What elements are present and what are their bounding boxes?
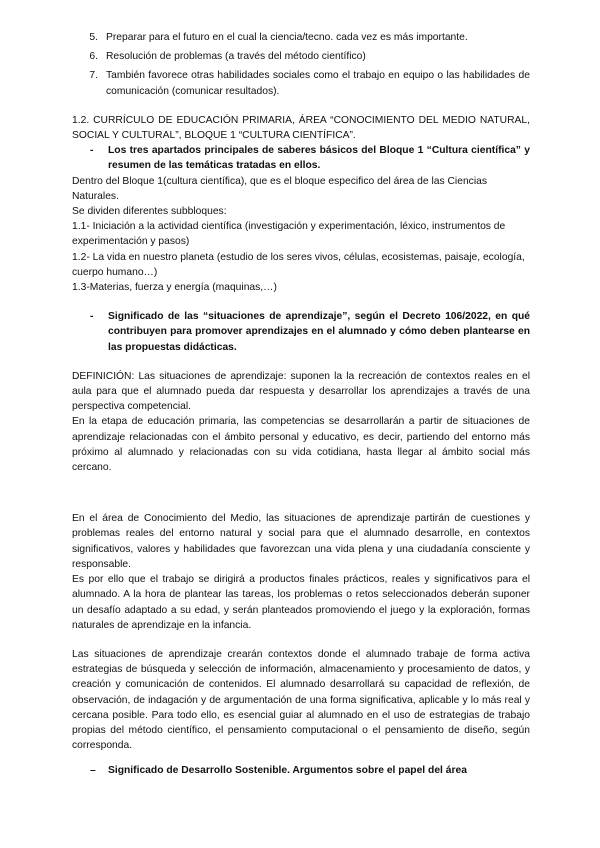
bullet-situaciones-aprendizaje [72, 309, 530, 355]
definicion-paragraph: DEFINICIÓN: Las situaciones de aprendizaje: suponen la la recreación de contextos reales en el aula para que el alumnado pueda dar respuesta y desarrollar los aprendizajes a través de una perspectiva competencial. [72, 370, 530, 413]
por-ello-paragraph: Es por ello que el trabajo se dirigirá a productos finales prácticos, reales y significativos para el alumnado. A la hora de plantear las tareas, los problemas o retos seleccionados deberán suponer un desafío adaptado a su edad, y serán planteados promoviendo el juego y la exploración, formas naturales de aprendizaje en la infancia. [72, 574, 530, 631]
area-paragraph: En el área de Conocimiento del Medio, las situaciones de aprendizaje partirán de cuestiones y problemas reales del entorno natural y social para que el alumnado desarrolle, en contextos significativos, valores y habilidades que favorezcan una vida plena y una ciudadanía consciente y responsable. [72, 513, 530, 570]
numbered-list [72, 30, 530, 99]
list-item [72, 68, 530, 98]
list-text: Resolución de problemas (a través del método científico) [106, 51, 366, 63]
list-text: Preparar para el futuro en el cual la ciencia/tecno. cada vez es más importante. [106, 32, 468, 43]
list-number: 7. [89, 70, 98, 82]
block1-intro: Dentro del Bloque 1(cultura científica), que es el bloque especifico del área de las Ciencias Naturales. [72, 175, 487, 202]
section-heading: 1.2. CURRÍCULO DE EDUCACIÓN PRIMARIA, ÁREA “CONOCIMIENTO DEL MEDIO NATURAL, SOCIAL Y CULTURAL”, BLOQUE 1 “CULTURA CIENTÍFICA”. [72, 114, 530, 142]
subblock-item: 1.3-Materias, fuerza y energía (maquinas,…) [72, 282, 277, 294]
list-item [72, 30, 530, 45]
bullet-cultura-cientifica [72, 143, 530, 173]
dash-marker: – [90, 765, 96, 777]
bullet-text: Significado de las “situaciones de aprendizaje”, según el Decreto 106/2022, en qué contribuyen para promover aprendizajes en el alumnado y cómo deben plantearse en las propuestas didácticas. [108, 311, 530, 353]
bullet-text: Significado de Desarrollo Sostenible. Argumentos sobre el papel del área [108, 765, 467, 777]
bullet-text: Los tres apartados principales de saberes básicos del Bloque 1 “Cultura científica” y resumen de las temáticas tratadas en ellos. [108, 145, 530, 172]
etapa-paragraph: En la etapa de educación primaria, las competencias se desarrollarán a partir de situaciones de aprendizaje relacionadas con el ámbito personal y educativo, es decir, partiendo del entorno más próximo al alumnado y relacionadas con su vida cotidiana, hasta llegar al ámbito social más cercano. [72, 416, 530, 474]
contextos-paragraph: Las situaciones de aprendizaje crearán contextos donde el alumnado trabaje de forma activa estrategias de búsqueda y selección de información, almacenamiento y procesamiento de datos, y creación y comunicación de contenidos. El alumnado desarrollará su capacidad de reflexión, de observación, de indagación y de argumentación de una forma significativa, aplicable y lo más real y cercana posible. Para todo ello, es esencial guiar al alumnado en el uso de estrategias de trabajo propias del método científico, el pensamiento computacional o el pensamiento de diseño, según corresponda. [72, 648, 530, 752]
list-text: También favorece otras habilidades sociales como el trabajo en equipo o las habilidades de comunicación (comunicar resultados). [106, 70, 530, 97]
bullet-desarrollo-sostenible [72, 763, 530, 778]
list-number: 5. [89, 32, 98, 43]
dash-marker: - [90, 145, 94, 157]
subblock-item: 1.2- La vida en nuestro planeta (estudio de los seres vivos, células, ecosistemas, paisaje, ecología, cuerpo humano…) [72, 251, 525, 278]
document-page [72, 30, 530, 779]
subblocks-intro: Se dividen diferentes subbloques: [72, 206, 227, 218]
list-number: 6. [89, 51, 98, 63]
list-item [72, 49, 530, 64]
dash-marker: - [90, 311, 94, 323]
subblock-item: 1.1- Iniciación a la actividad científica (investigación y experimentación, léxico, instrumentos de experimentación y pasos) [72, 221, 506, 248]
